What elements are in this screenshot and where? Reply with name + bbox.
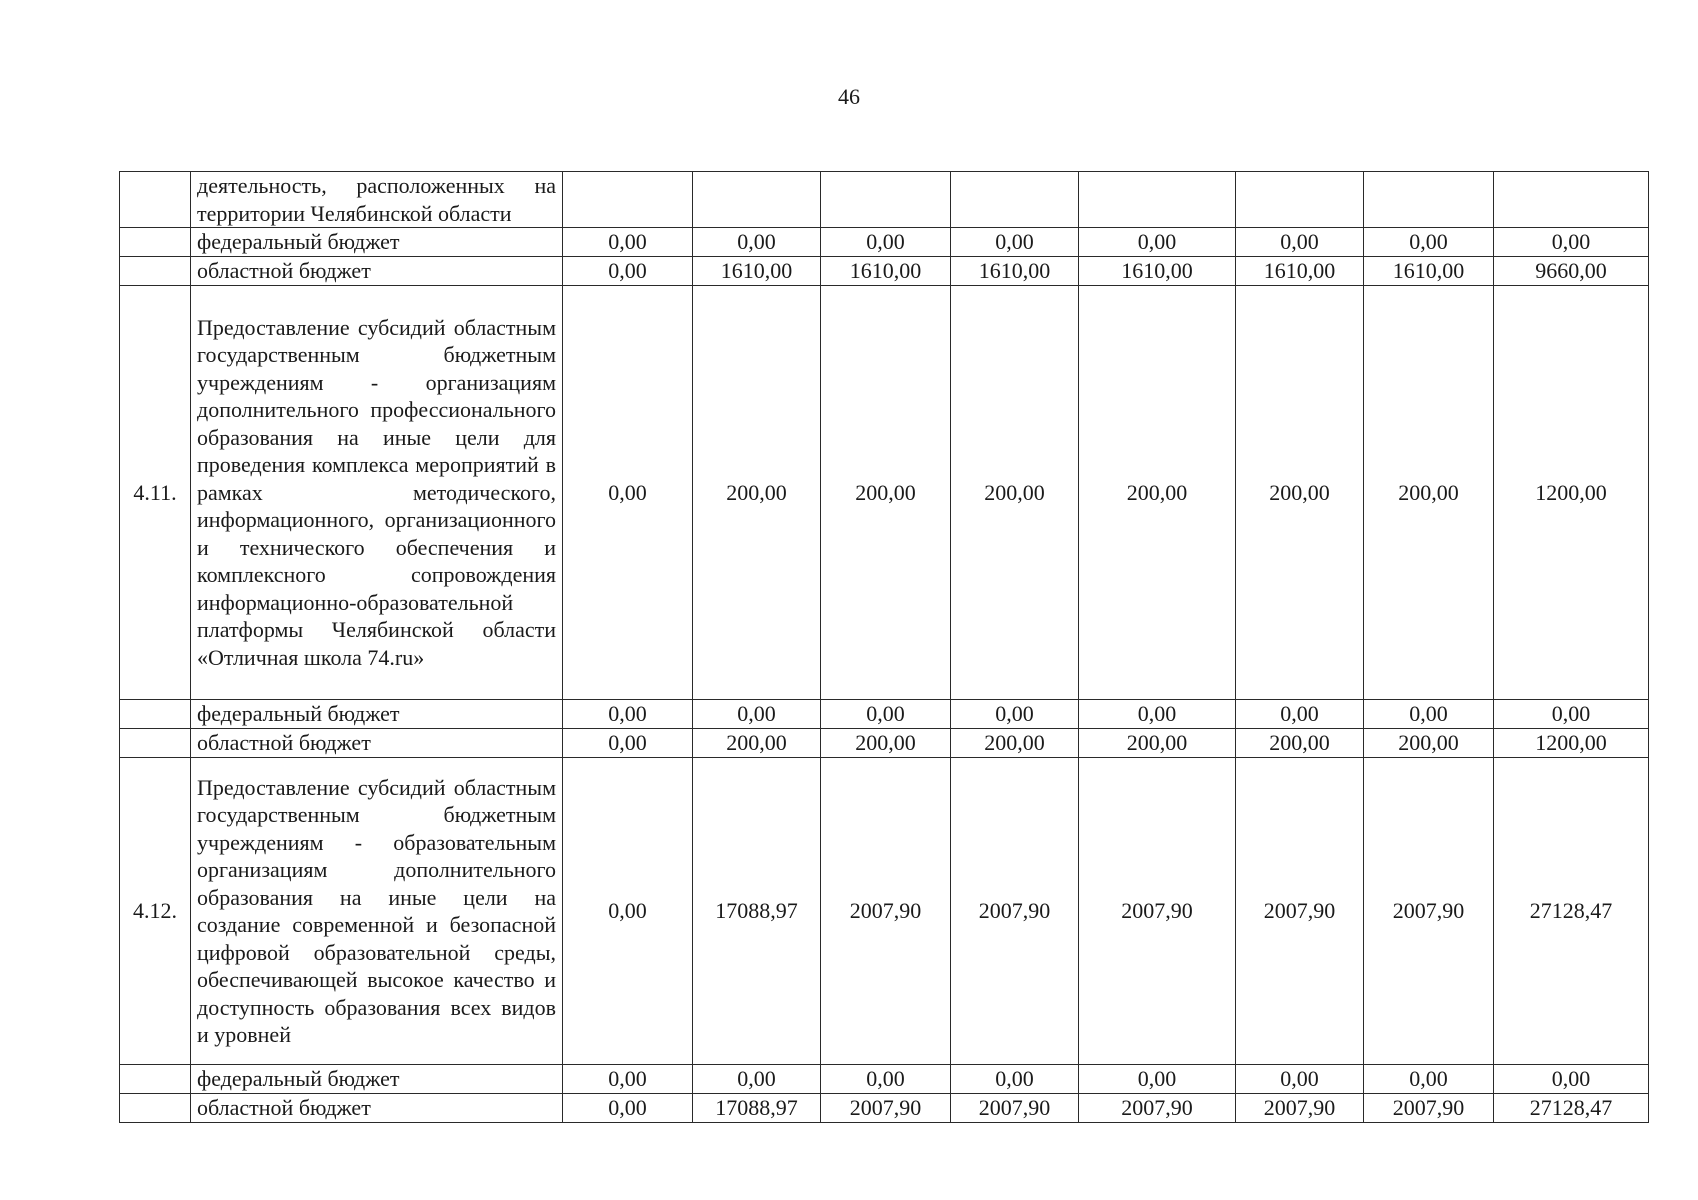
value-cell: 200,00 xyxy=(1236,729,1364,758)
value-cell: 0,00 xyxy=(821,228,951,257)
value-cell: 0,00 xyxy=(693,228,821,257)
value-cell: 200,00 xyxy=(1236,286,1364,700)
value-cell: 200,00 xyxy=(1364,729,1494,758)
value-cell xyxy=(563,172,693,228)
budget-source-label: федеральный бюджет xyxy=(191,1065,563,1094)
table-row xyxy=(120,1065,1649,1094)
value-cell: 1610,00 xyxy=(821,257,951,286)
budget-table xyxy=(119,171,1649,1123)
value-cell: 200,00 xyxy=(693,286,821,700)
value-cell: 0,00 xyxy=(563,228,693,257)
value-cell: 0,00 xyxy=(1364,1065,1494,1094)
page-number: 46 xyxy=(838,84,860,109)
value-cell: 2007,90 xyxy=(1079,758,1236,1065)
value-cell: 200,00 xyxy=(951,286,1079,700)
value-cell: 0,00 xyxy=(1079,1065,1236,1094)
value-cell: 1610,00 xyxy=(951,257,1079,286)
budget-source-label: федеральный бюджет xyxy=(191,700,563,729)
budget-source-label: областной бюджет xyxy=(191,729,563,758)
row-index xyxy=(120,257,191,286)
value-cell: 27128,47 xyxy=(1494,1094,1649,1123)
value-cell: 0,00 xyxy=(1364,228,1494,257)
activity-description: деятельность, расположенных на территории Челябинской области xyxy=(191,172,563,228)
value-cell xyxy=(1364,172,1494,228)
row-index xyxy=(120,729,191,758)
value-cell: 0,00 xyxy=(563,257,693,286)
activity-description: Предоставление субсидий областным государственным бюджетным учреждениям - образовательным организациям дополнительного образования на иные цели на создание современной и безопасной цифровой образовательной среды, обеспечивающей высокое качество и доступность образования всех видов и уровней xyxy=(191,758,563,1065)
value-cell: 2007,90 xyxy=(1364,1094,1494,1123)
value-cell: 0,00 xyxy=(951,1065,1079,1094)
budget-source-label: областной бюджет xyxy=(191,1094,563,1123)
row-index xyxy=(120,172,191,228)
row-index xyxy=(120,1065,191,1094)
value-cell: 0,00 xyxy=(1494,1065,1649,1094)
value-cell: 9660,00 xyxy=(1494,257,1649,286)
activity-description: Предоставление субсидий областным государственным бюджетным учреждениям - организациям дополнительного профессионального образования на иные цели для проведения комплекса мероприятий в рамках методического, информационного, организационного и технического обеспечения и комплексного сопровождения информационно-образовательной платформы Челябинской области «Отличная школа 74.ru» xyxy=(191,286,563,700)
value-cell xyxy=(821,172,951,228)
value-cell: 0,00 xyxy=(563,729,693,758)
value-cell: 2007,90 xyxy=(951,1094,1079,1123)
value-cell: 0,00 xyxy=(1494,700,1649,729)
value-cell: 2007,90 xyxy=(951,758,1079,1065)
value-cell: 0,00 xyxy=(563,286,693,700)
value-cell: 0,00 xyxy=(821,700,951,729)
value-cell: 0,00 xyxy=(1236,1065,1364,1094)
value-cell: 17088,97 xyxy=(693,758,821,1065)
table-row xyxy=(120,758,1649,1065)
value-cell: 200,00 xyxy=(821,729,951,758)
row-index xyxy=(120,700,191,729)
value-cell: 0,00 xyxy=(951,700,1079,729)
value-cell: 27128,47 xyxy=(1494,758,1649,1065)
value-cell: 0,00 xyxy=(1364,700,1494,729)
value-cell: 0,00 xyxy=(563,1094,693,1123)
budget-source-label: федеральный бюджет xyxy=(191,228,563,257)
value-cell: 200,00 xyxy=(821,286,951,700)
row-index: 4.11. xyxy=(120,286,191,700)
table-row xyxy=(120,1094,1649,1123)
value-cell xyxy=(693,172,821,228)
budget-source-label: областной бюджет xyxy=(191,257,563,286)
value-cell: 200,00 xyxy=(1079,729,1236,758)
value-cell: 1610,00 xyxy=(1236,257,1364,286)
value-cell: 2007,90 xyxy=(821,758,951,1065)
value-cell: 0,00 xyxy=(563,1065,693,1094)
value-cell: 0,00 xyxy=(1494,228,1649,257)
row-index: 4.12. xyxy=(120,758,191,1065)
table-row xyxy=(120,286,1649,700)
table-row xyxy=(120,257,1649,286)
value-cell xyxy=(1079,172,1236,228)
table-row xyxy=(120,700,1649,729)
row-index xyxy=(120,228,191,257)
value-cell: 0,00 xyxy=(1079,700,1236,729)
value-cell: 17088,97 xyxy=(693,1094,821,1123)
table-row xyxy=(120,228,1649,257)
value-cell: 2007,90 xyxy=(1364,758,1494,1065)
table-row xyxy=(120,172,1649,228)
value-cell: 1610,00 xyxy=(1079,257,1236,286)
value-cell: 0,00 xyxy=(563,700,693,729)
value-cell: 0,00 xyxy=(693,700,821,729)
row-index xyxy=(120,1094,191,1123)
table-row xyxy=(120,729,1649,758)
value-cell: 2007,90 xyxy=(1236,1094,1364,1123)
value-cell: 1610,00 xyxy=(693,257,821,286)
value-cell: 200,00 xyxy=(1079,286,1236,700)
value-cell: 1610,00 xyxy=(1364,257,1494,286)
value-cell: 0,00 xyxy=(821,1065,951,1094)
value-cell: 0,00 xyxy=(1079,228,1236,257)
value-cell: 0,00 xyxy=(1236,228,1364,257)
value-cell: 200,00 xyxy=(951,729,1079,758)
value-cell: 2007,90 xyxy=(821,1094,951,1123)
value-cell: 0,00 xyxy=(951,228,1079,257)
value-cell: 0,00 xyxy=(563,758,693,1065)
value-cell: 1200,00 xyxy=(1494,729,1649,758)
value-cell: 0,00 xyxy=(1236,700,1364,729)
value-cell xyxy=(1236,172,1364,228)
value-cell: 0,00 xyxy=(693,1065,821,1094)
value-cell xyxy=(1494,172,1649,228)
value-cell: 200,00 xyxy=(1364,286,1494,700)
value-cell: 200,00 xyxy=(693,729,821,758)
value-cell: 1200,00 xyxy=(1494,286,1649,700)
value-cell: 2007,90 xyxy=(1079,1094,1236,1123)
value-cell: 2007,90 xyxy=(1236,758,1364,1065)
table-body xyxy=(120,172,1649,1123)
value-cell xyxy=(951,172,1079,228)
